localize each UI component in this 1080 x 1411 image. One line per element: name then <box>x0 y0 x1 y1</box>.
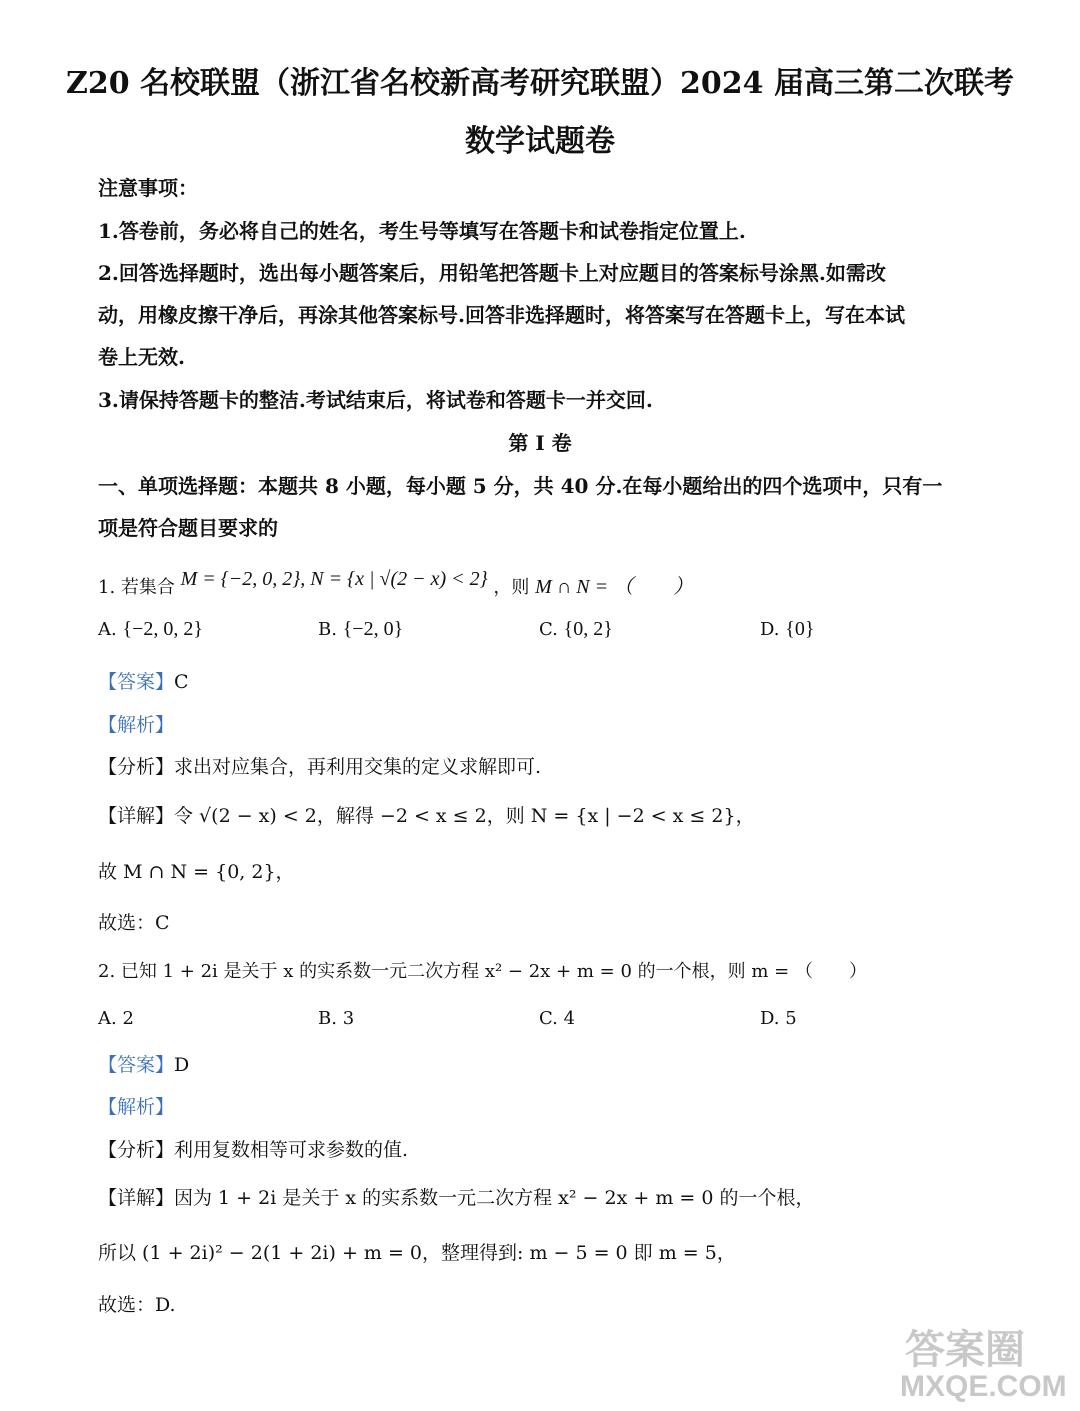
option-value: 5 <box>785 1008 797 1029</box>
answer-value: D <box>174 1054 190 1076</box>
q2-analysis-tag: 【解析】 <box>98 1096 175 1118</box>
q2-option-d <box>760 1008 797 1029</box>
answer-value: C <box>174 671 189 693</box>
exam-subtitle: 数学试题卷 <box>465 124 615 159</box>
option-label: C. <box>539 1008 558 1029</box>
xiangjie-text: 因为 1 + 2i 是关于 x 的实系数一元二次方程 x² − 2x + m = 0 的一个根， <box>174 1187 815 1209</box>
fenxi-text: 求出对应集合，再利用交集的定义求解即可. <box>174 756 542 778</box>
section-heading-line2: 项是符合题目要求的 <box>98 516 278 540</box>
option-value: 4 <box>563 1008 576 1029</box>
q1-analysis-tag: 【解析】 <box>98 714 175 736</box>
option-label: C. <box>539 619 558 640</box>
fenxi-tag: 【分析】 <box>98 1139 175 1161</box>
option-value: {−2, 0, 2} <box>122 618 203 640</box>
q1-suffix: ，则 <box>493 577 530 598</box>
q1-answer <box>98 667 189 694</box>
part-label: 第 I 卷 <box>508 431 572 455</box>
q1-choose: 故选：C <box>98 912 170 934</box>
q2-xiangjie-2: 所以 (1 + 2i)² − 2(1 + 2i) + m = 0，整理得到: m − 5 = 0 即 m = 5， <box>98 1242 736 1264</box>
note-item-2-line3: 卷上无效. <box>98 345 185 369</box>
q2-choose: 故选：D. <box>98 1294 176 1316</box>
q1-option-a <box>98 618 203 641</box>
xiangjie-tag: 【详解】 <box>98 1187 175 1209</box>
section-heading-line1: 一、单项选择题：本题共 8 小题，每小题 5 分，共 40 分.在每小题给出的四个选项中，只有一 <box>98 474 943 498</box>
note-item-1: 1.答卷前，务必将自己的姓名，考生号等填写在答题卡和试卷指定位置上. <box>98 219 746 243</box>
watermark-url: MXQE.COM <box>900 1370 1067 1403</box>
note-item-3: 3.请保持答题卡的整洁.考试结束后，将试卷和答题卡一并交回. <box>98 388 653 412</box>
option-value: {−2, 0} <box>342 618 404 640</box>
q1-xiangjie-1 <box>98 801 755 828</box>
q2-answer <box>98 1050 189 1077</box>
option-label: D. <box>760 1008 780 1029</box>
q2-option-b <box>318 1008 354 1029</box>
note-item-2-line1: 2.回答选择题时，选出每小题答案后，用铅笔把答题卡上对应题目的答案标号涂黑.如需改 <box>98 261 886 285</box>
q1-option-c <box>539 618 613 641</box>
option-label: A. <box>98 619 117 640</box>
q1-option-b <box>318 618 403 641</box>
q2-stem: 2. 已知 1 + 2i 是关于 x 的实系数一元二次方程 x² − 2x + m = 0 的一个根，则 m = （ ） <box>98 961 867 982</box>
q1-stem <box>98 570 693 599</box>
q2-xiangjie-1 <box>98 1183 814 1210</box>
note-item-2-line2: 动，用橡皮擦干净后，再涂其他答案标号.回答非选择题时，将答案写在答题卡上，写在本试 <box>98 303 905 327</box>
q1-xiangjie-2: 故 M ∩ N = {0, 2}， <box>98 861 295 883</box>
q1-fenxi <box>98 752 541 779</box>
q2-option-a <box>98 1008 134 1029</box>
option-value: 3 <box>342 1008 355 1029</box>
q2-fenxi <box>98 1135 408 1162</box>
option-label: D. <box>760 619 780 640</box>
exam-title: Z20 名校联盟（浙江省名校新高考研究联盟）2024 届高三第二次联考 <box>65 66 1015 101</box>
option-label: B. <box>318 619 337 640</box>
q1-sets: M = {−2, 0, 2}, N = {x | √(2 − x) < 2} <box>180 568 488 590</box>
fenxi-tag: 【分析】 <box>98 756 175 778</box>
notes-heading: 注意事项： <box>98 176 198 200</box>
option-label: B. <box>318 1008 337 1029</box>
answer-tag: 【答案】 <box>98 671 175 693</box>
option-value: {0, 2} <box>563 618 613 640</box>
option-value: 2 <box>122 1008 134 1029</box>
option-label: A. <box>98 1008 117 1029</box>
xiangjie-tag: 【详解】 <box>98 805 175 827</box>
answer-tag: 【答案】 <box>98 1054 175 1076</box>
fenxi-text: 利用复数相等可求参数的值. <box>174 1139 409 1161</box>
q1-prefix: 1. 若集合 <box>98 577 175 598</box>
option-value: {0} <box>785 618 815 640</box>
xiangjie-text: 令 √(2 − x) < 2，解得 −2 < x ≤ 2，则 N = {x | −2 < x ≤ 2}， <box>174 805 755 827</box>
q1-ask: M ∩ N = （ ） <box>535 576 694 598</box>
q1-option-d <box>760 618 814 641</box>
q2-option-c <box>539 1008 575 1029</box>
watermark-logo: 答案圈 <box>905 1327 1025 1373</box>
